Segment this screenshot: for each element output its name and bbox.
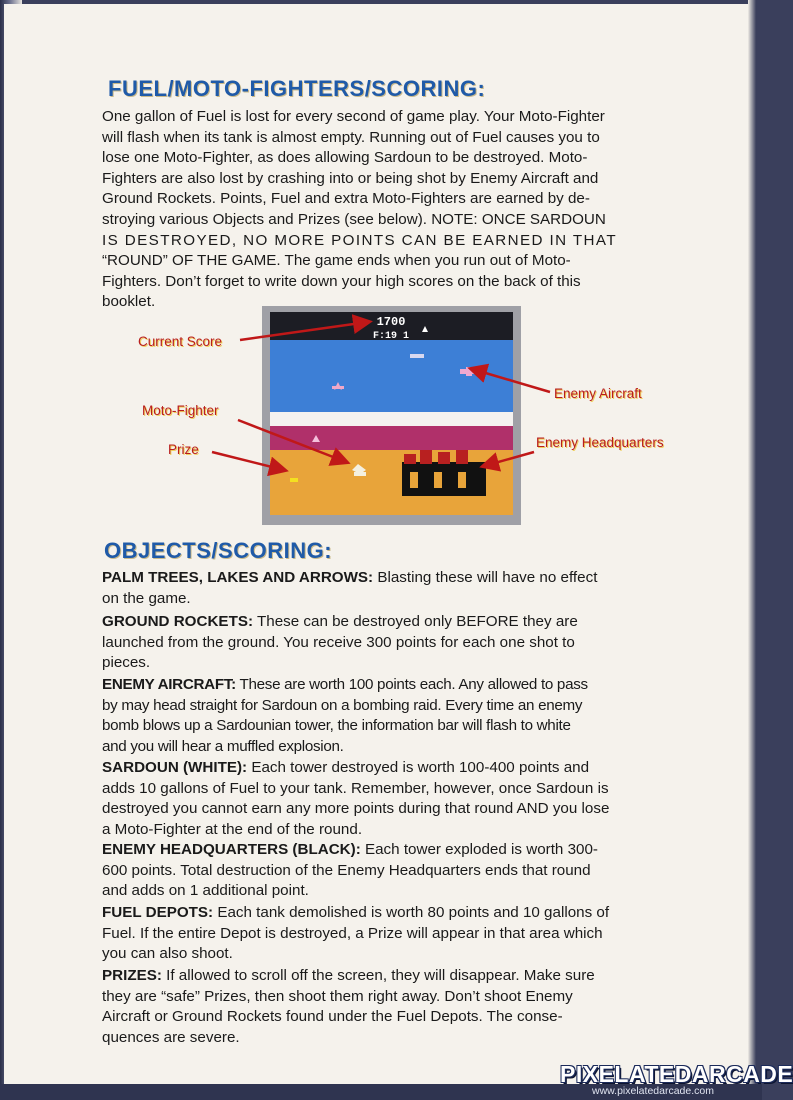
- magenta-strip: [270, 426, 513, 450]
- entry-line: destroyed you cannot earn any more points during that round AND you lose: [102, 800, 610, 818]
- entry-line: Fuel. If the entire Depot is destroyed, a Prize will appear in that area which: [102, 924, 603, 942]
- entry-line: they are “safe” Prizes, then shoot them right away. Don’t shoot Enemy: [102, 987, 573, 1005]
- entry-line: Each tank demolished is worth 80 points and 10 gallons of: [213, 904, 610, 921]
- entry-line: adds 10 gallons of Fuel to your tank. Remember, however, once Sardoun is: [102, 779, 609, 797]
- fuel-line: IS DESTROYED, NO MORE POINTS CAN BE EARNED IN THAT: [102, 231, 617, 249]
- fuel-line: stroying various Objects and Prizes (see below). NOTE: ONCE SARDOUN: [102, 210, 606, 228]
- entry-line: you can also shoot.: [102, 945, 233, 963]
- heading-objects-scoring: OBJECTS/SCORING:: [104, 538, 333, 563]
- entry-title: GROUND ROCKETS:: [102, 613, 254, 630]
- entry-line: quences are severe.: [102, 1028, 240, 1046]
- entry-line: by may head straight for Sardoun on a bombing raid. Every time an enemy: [102, 696, 583, 714]
- entry-line: Aircraft or Ground Rockets found under the Fuel Depots. The conse-: [102, 1008, 563, 1026]
- entry-line: a Moto-Fighter at the end of the round.: [102, 820, 363, 838]
- fuel-line: booklet.: [102, 293, 156, 311]
- fuel-line: One gallon of Fuel is lost for every second of game play. Your Moto-Fighter: [102, 108, 605, 125]
- enemy-plane-small: [410, 354, 424, 358]
- sardoun-strip: [270, 412, 513, 426]
- page-right-edge: [748, 0, 762, 1100]
- entry-title: SARDOUN (WHITE):: [102, 759, 248, 776]
- fuel-line: Ground Rockets. Points, Fuel and extra Moto-Fighters are earned by de-: [102, 190, 590, 208]
- fuel-line: “ROUND” OF THE GAME. The game ends when you run out of Moto-: [102, 252, 571, 270]
- entry-line: and you will hear a muffled explosion.: [102, 737, 344, 755]
- label-prize: Prize: [168, 442, 199, 457]
- heading-fuel-scoring: FUEL/MOTO-FIGHTERS/SCORING:: [108, 76, 486, 101]
- entry-line: Each tower destroyed is worth 100-400 points and: [247, 759, 590, 776]
- label-enemy-headquarters: Enemy Headquarters: [536, 435, 664, 450]
- prize-sprite: [290, 478, 298, 482]
- entry-line: Blasting these will have no effect: [373, 569, 598, 586]
- entry-line: launched from the ground. You receive 300 points for each one shot to: [102, 633, 575, 651]
- entry-line: on the game.: [102, 589, 191, 607]
- entry-title: ENEMY HEADQUARTERS (BLACK):: [102, 841, 361, 858]
- entry-sardoun: [102, 758, 674, 840]
- entry-line: If allowed to scroll off the screen, they will disappear. Make sure: [161, 967, 595, 984]
- watermark-url: www.pixelatedarcade.com: [592, 1085, 714, 1097]
- label-moto-fighter: Moto-Fighter: [142, 403, 219, 418]
- fuel-line: Fighters are also lost by crashing into or being shot by Enemy Aircraft and: [102, 169, 599, 187]
- entry-title: PALM TREES, LAKES AND ARROWS:: [102, 569, 374, 586]
- entry-line: bomb blows up a Sardounian tower, the information bar will flash to white: [102, 717, 571, 735]
- entry-line: 600 points. Total destruction of the Enemy Headquarters ends that round: [102, 861, 591, 879]
- entry-title: ENEMY AIRCRAFT:: [102, 676, 236, 693]
- entry-palm-trees: [102, 568, 674, 609]
- watermark-logo: PIXELATEDARCADE: [560, 1061, 793, 1087]
- label-current-score: Current Score: [138, 334, 223, 349]
- entry-line: and adds on 1 additional point.: [102, 882, 309, 900]
- entry-prizes: [102, 966, 674, 1048]
- fuel-paragraph: [102, 107, 674, 313]
- sky: [270, 340, 513, 412]
- entry-line: Each tower exploded is worth 300-: [360, 841, 598, 858]
- fuel-line: will flash when its tank is almost empty. Running out of Fuel causes you to: [102, 128, 600, 146]
- fuel-readout: F:19 1: [372, 331, 410, 342]
- label-enemy-aircraft: Enemy Aircraft: [554, 386, 642, 401]
- entry-line: These are worth 100 points each. Any allowed to pass: [235, 676, 588, 693]
- entry-title: PRIZES:: [102, 967, 162, 984]
- fuel-line: Fighters. Don’t forget to write down your high scores on the back of this: [102, 272, 581, 290]
- game-screen: [270, 312, 513, 515]
- fuel-line: lose one Moto-Fighter, as does allowing Sardoun to be destroyed. Moto-: [102, 149, 588, 167]
- entry-enemy-aircraft: [102, 675, 674, 757]
- game-screenshot: [262, 306, 521, 525]
- entry-title: FUEL DEPOTS:: [102, 904, 214, 921]
- score-readout: 1700: [376, 315, 406, 329]
- entry-ground-rockets: [102, 612, 674, 674]
- entry-fuel-depots: [102, 903, 674, 965]
- entry-line: These can be destroyed only BEFORE they are: [253, 613, 578, 630]
- game-scene: [270, 312, 513, 515]
- entry-enemy-headquarters: [102, 840, 674, 902]
- entry-line: pieces.: [102, 654, 151, 672]
